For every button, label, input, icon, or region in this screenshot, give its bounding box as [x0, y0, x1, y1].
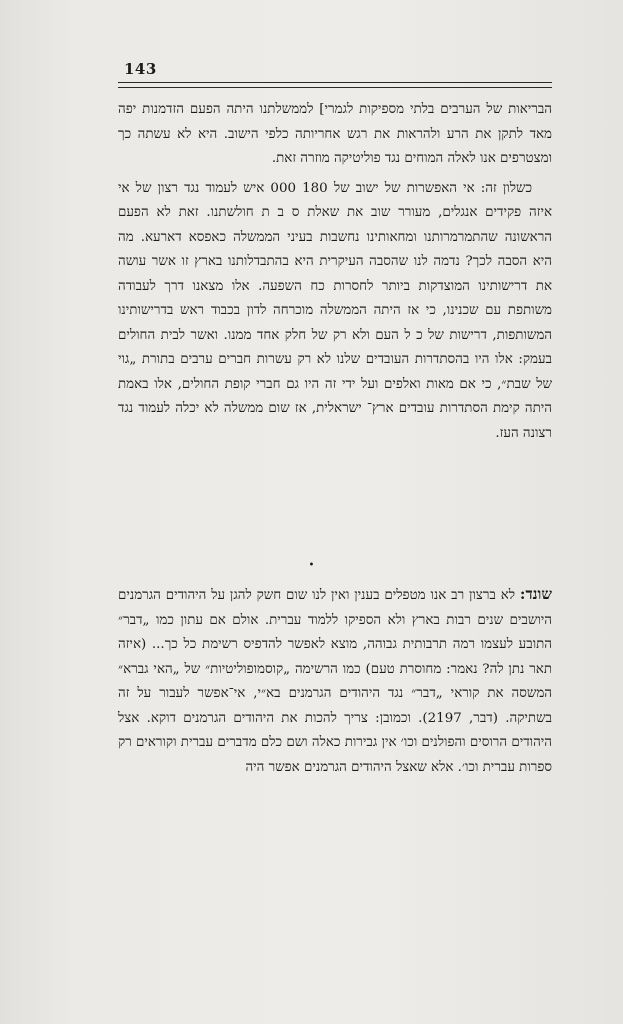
paragraph-2: כשלון זה: אי האפשרות של ישוב של 180 000 איש לעמוד נגד רצון של אי איזה פקידים אנגלים, מעורר שוב את שאלת ס ב ת חולשתנו. זאת לא הפעם הראשונה שהתמרמרותנו ומחאותינו נחשבות בעיני הממשלה כאפסא דארעא. מה היא הסבה לכך? נדמה לנו שהסבה העיקרית היא בהתבדלותנו בארץ זו אשר עושה את דרישותינו המוצדקות ביותר לחסרות כח השפעה. אלו מצאנו דרך לעבודה משותפת עם שכנינו, כי אז היתה הממשלה מוכרחה לדון בכבוד ראש בדרישותינו המשותפות, דרישות של כ ל העם ולא רק של חלק אחד ממנו. ואשר לבית החולים בעמק: אלו היו בהסתדרות העובדים שלנו לא רק עשרות חברים ערבים בתורת „גוי של שבת״, כי אם מאות ואלפים ועל ידי זה היו גם חברי קופת החולים, אלו באמת היתה קימת הסתדרות עובדים ארץ־ ישראלית, אז שום ממשלה לא יכלה לעמוד נגד רצונה העז.	[118, 180, 552, 441]
header-rule-top	[118, 82, 552, 83]
speaker-label: שונד:	[519, 585, 552, 603]
section-paragraph	[118, 582, 552, 780]
body-text-top	[118, 98, 552, 446]
section-ornament: •	[308, 560, 315, 571]
page-number: 143	[124, 60, 157, 78]
header-rule-bottom	[118, 87, 552, 88]
paragraph-1: הבריאות של הערבים בלתי מספיקות לגמרי] לממשלתנו היתה הפעם הזדמנות יפה מאד לתקן את הרע ולהראות את רגש אחריותה כלפי הישוב. היא לא עשתה כך ומצטרפים אנו לאלה המוחים נגד פוליטיקה מוזרה זאת.	[118, 102, 552, 166]
section-text: לא ברצון רב אנו מטפלים בענין ואין לנו שום חשק להגן על היהודים הגרמנים היושבים שנים רבות בארץ ולא הספיקו ללמוד עברית. אולם אם עתון כמו „דבר״ התובע לעצמו רמה תרבותית גבוהה, מוצא לאפשר להדפיס רשימת כל כך... (איזה תאר נתן לה? נאמר: מחוסרת טעם) כמו הרשימה „קוסמופוליטיות״ של „האי גברא״ המשסה את קוראי „דבר״ נגד היהודים הגרמנים בא״י, אי־אפשר לעבור על זה בשתיקה. (דבר, 2197). וכמובן: צריך להכות את היהודים הגרמנים דוקא. אצל היהודים הרוסים והפולנים וכו׳ אין גבירות כאלה ושם כלם מדברים עברית וקוראים רק ספרות עברית וכו׳. אלא שאצל היהודים הגרמנים אפשר היה	[118, 588, 553, 775]
body-text-bottom	[118, 582, 552, 780]
